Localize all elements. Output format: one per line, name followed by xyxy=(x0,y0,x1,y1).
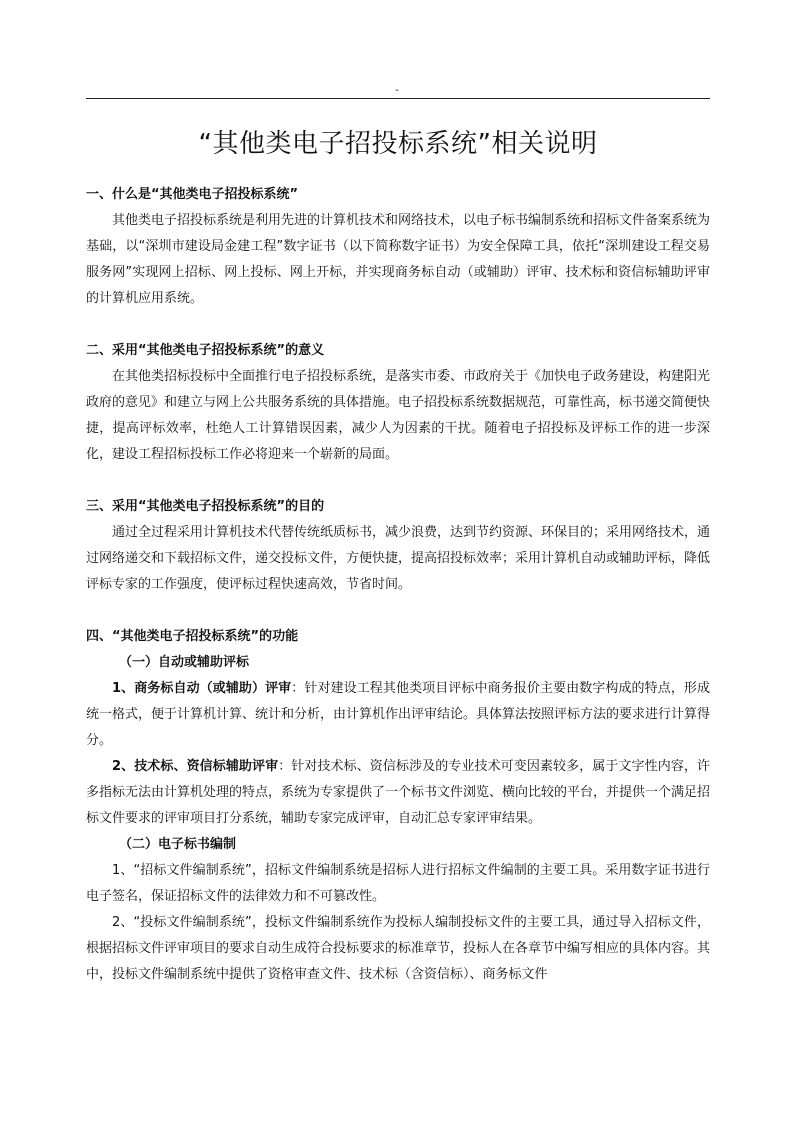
item-1-label: 1、商务标自动（或辅助）评审 xyxy=(112,681,292,696)
page-title: “其他类电子招投标系统”相关说明 xyxy=(198,129,598,159)
subsection-1-heading: （一）自动或辅助评标 xyxy=(119,655,250,670)
item-2-body: ：针对技术标、资信标涉及的专业技术可变因素较多，属于文字性内容，许多指标无法由计算机处理的特点，系统为专家提供了一个标书文件浏览、横向比较的平台，并提供一个满足招标文件要求的评审项目打分系统，辅助专家完成评审，自动汇总专家评审结果。 xyxy=(86,759,711,826)
subsection-2-heading: （二）电子标书编制 xyxy=(119,837,237,852)
section-2-body: 在其他类招标投标中全面推行电子招投标系统，是落实市委、市政府关于《加快电子政务建设，构建阳光政府的意见》和建立与网上公共服务系统的具体措施。电子招投标系统数据规范，可靠性高，标书递交简便快捷，提高评标效率，杜绝人工计算错误因素，减少人为因素的干扰。随着电子招投标及评标工作的进一步深化，建设工程招标投标工作必将迎来一个崭新的局面。 xyxy=(86,369,711,462)
section-4-heading: 四、“其他类电子招投标系统”的功能 xyxy=(86,629,299,644)
page-header-mark: - xyxy=(395,85,399,96)
subsection-2-item-2: 2、“投标文件编制系统”，投标文件编制系统作为投标人编制投标文件的主要工具，通过导入招标文件，根据招标文件评审项目的要求自动生成符合投标要求的标准章节，投标人在各章节中编写相应的具体内容。其中，投标文件编制系统中提供了资格审查文件、技术标（含资信标）、商务标文件 xyxy=(86,915,711,982)
section-1-body: 其他类电子招投标系统是利用先进的计算机技术和网络技术，以电子标书编制系统和招标文件备案系统为基础，以“深圳市建设局金建工程”数字证书（以下简称数字证书）为安全保障工具，依托“深圳建设工程交易服务网”实现网上招标、网上投标、网上开标，并实现商务标自动（或辅助）评审、技术标和资信标辅助评审的计算机应用系统。 xyxy=(86,213,711,306)
subsection-2-item-1: 1、“招标文件编制系统”，招标文件编制系统是招标人进行招标文件编制的主要工具。采用数字证书进行电子签名，保证招标文件的法律效力和不可篡改性。 xyxy=(86,863,710,904)
document-body xyxy=(86,182,710,988)
item-2-label: 2、技术标、资信标辅助评审 xyxy=(112,759,279,774)
header-rule xyxy=(86,98,710,99)
item-1-body: ：针对建设工程其他类项目评标中商务报价主要由数字构成的特点，形成统一格式，便于计算机计算、统计和分析，由计算机作出评审结论。具体算法按照评标方法的要求进行计算得分。 xyxy=(86,681,711,748)
section-3-heading: 三、采用“其他类电子招投标系统”的目的 xyxy=(86,499,325,514)
subsection-1-item-1 xyxy=(86,676,710,754)
section-2-heading: 二、采用“其他类电子招投标系统”的意义 xyxy=(86,343,325,358)
subsection-1-item-2 xyxy=(86,754,710,832)
section-1-heading: 一、什么是“其他类电子招投标系统” xyxy=(86,187,299,202)
section-3-body: 通过全过程采用计算机技术代替传统纸质标书，减少浪费，达到节约资源、环保目的；采用网络技术，通过网络递交和下载招标文件，递交投标文件，方便快捷，提高招投标效率；采用计算机自动或辅助评标，降低评标专家的工作强度，使评标过程快速高效，节省时间。 xyxy=(86,525,711,592)
